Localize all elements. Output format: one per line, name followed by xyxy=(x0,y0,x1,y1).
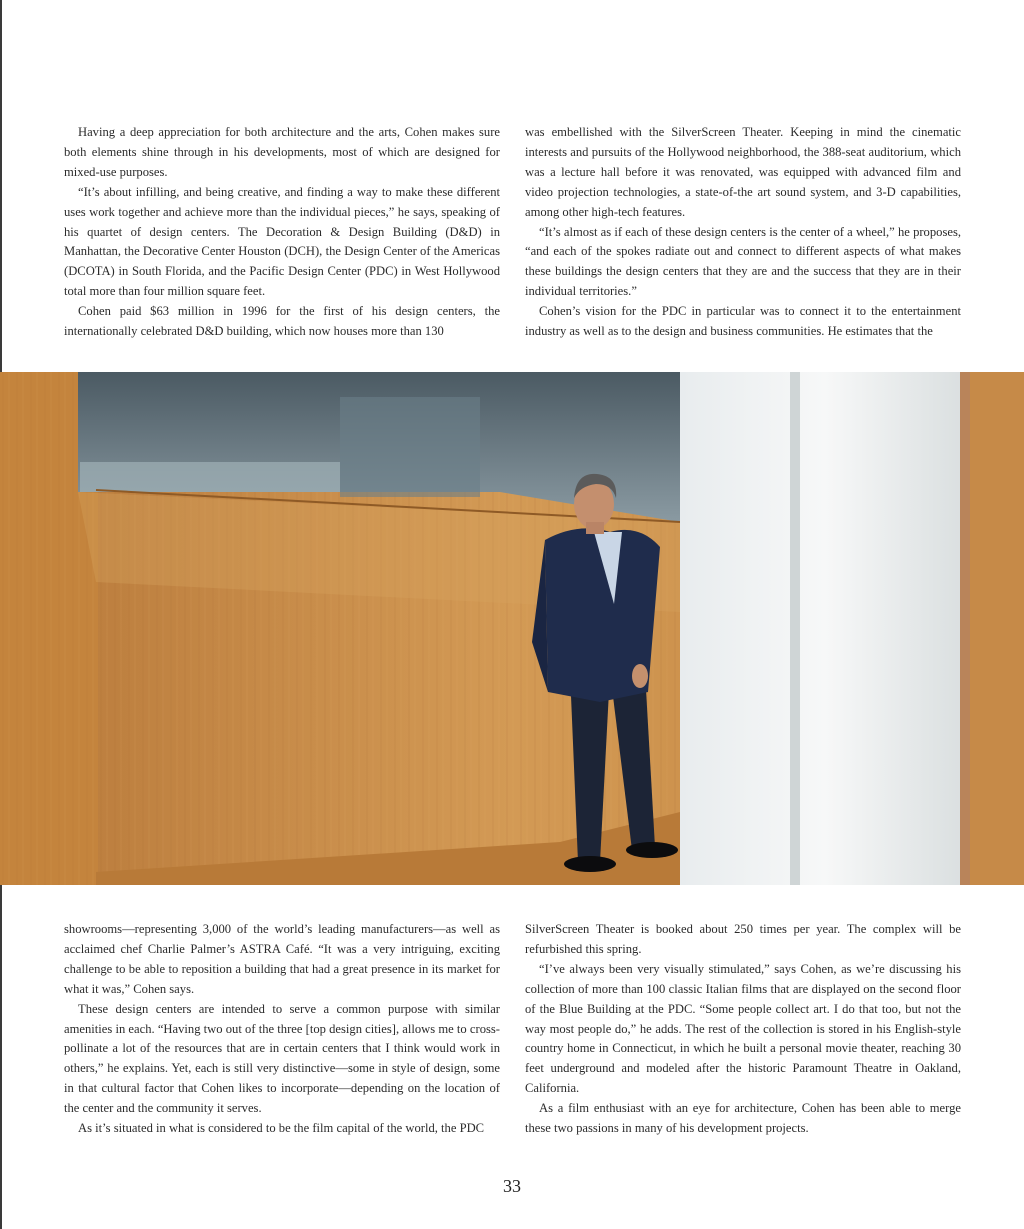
paragraph: was embellished with the SilverScreen Theater. Keeping in mind the cinematic interests and pursuits of the Hollywood neighborhood, the 388-seat auditorium, which was a lecture hall before it was renovated, was equipped with advanced film and video projection technologies, a state-of-the art sound system, and 3-D capabilities, among other high-tech features. xyxy=(525,125,961,219)
paragraph: Cohen paid $63 million in 1996 for the first of his design centers, the internationally celebrated D&D building, which now houses more than 130 xyxy=(64,304,500,339)
paragraph: Cohen’s vision for the PDC in particular was to connect it to the entertainment industry as well as to the design and business communities. He estimates that the xyxy=(525,304,961,339)
paragraph: SilverScreen Theater is booked about 250 times per year. The complex will be refurbished this spring. xyxy=(525,922,961,956)
article-column-bottom-left xyxy=(64,920,500,1139)
article-column-bottom-right xyxy=(525,920,961,1139)
paragraph: As a film enthusiast with an eye for architecture, Cohen has been able to merge these two passions in many of his development projects. xyxy=(525,1101,961,1136)
paragraph: Having a deep appreciation for both architecture and the arts, Cohen makes sure both elements shine through in his developments, most of which are designed for mixed-use purposes. xyxy=(64,125,500,179)
paragraph: These design centers are intended to serve a common purpose with similar amenities in each. “Having two out of the three [top design cities], allows me to cross-pollinate a lot of the resources that are in certain centers that I think would work in others,” he explains. Yet, each is still very distinctive—some in style of design, some in that cultural factor that Cohen likes to incorporate—depending on the location of the center and the community it serves. xyxy=(64,1001,500,1116)
portrait-photo xyxy=(0,372,1024,885)
portrait-photo-illustration xyxy=(0,372,1024,885)
article-column-top-left xyxy=(64,123,500,342)
paragraph: “It’s about infilling, and being creative, and finding a way to make these different uses work together and achieve more than the individual pieces,” he says, speaking of his quartet of design centers. The Decoration & Design Building (D&D) in Manhattan, the Decorative Center Houston (DCH), the Design Center of the Americas (DCOTA) in South Florida, and the Pacific Design Center (PDC) in West Hollywood total more than four million square feet. xyxy=(64,184,500,299)
paragraph: “It’s almost as if each of these design centers is the center of a wheel,” he proposes, “and each of the spokes radiate out and connect to different aspects of what makes these buildings the design centers that they are and the success that they are in their individual territories.” xyxy=(525,224,961,299)
paragraph: As it’s situated in what is considered to be the film capital of the world, the PDC xyxy=(78,1121,485,1136)
paragraph: “I’ve always been very visually stimulated,” says Cohen, as we’re discussing his collection of more than 100 classic Italian films that are displayed on the second floor of the Blue Building at the PDC. “Some people collect art. I do that too, but not the way most people do,” he adds. The rest of the collection is stored in his English-style country home in Connecticut, in which he built a personal movie theater, reaching 30 feet underground and modeled after the historic Paramount Theatre in Oakland, California. xyxy=(525,961,961,1096)
page-number: 33 xyxy=(503,1176,521,1196)
paragraph: showrooms—representing 3,000 of the world’s leading manufacturers—as well as acclaimed chef Charlie Palmer’s ASTRA Café. “It was a very intriguing, exciting challenge to be able to reposition a building that had a great presence in its market for what it was,” Cohen says. xyxy=(64,922,500,996)
article-column-top-right xyxy=(525,123,961,342)
